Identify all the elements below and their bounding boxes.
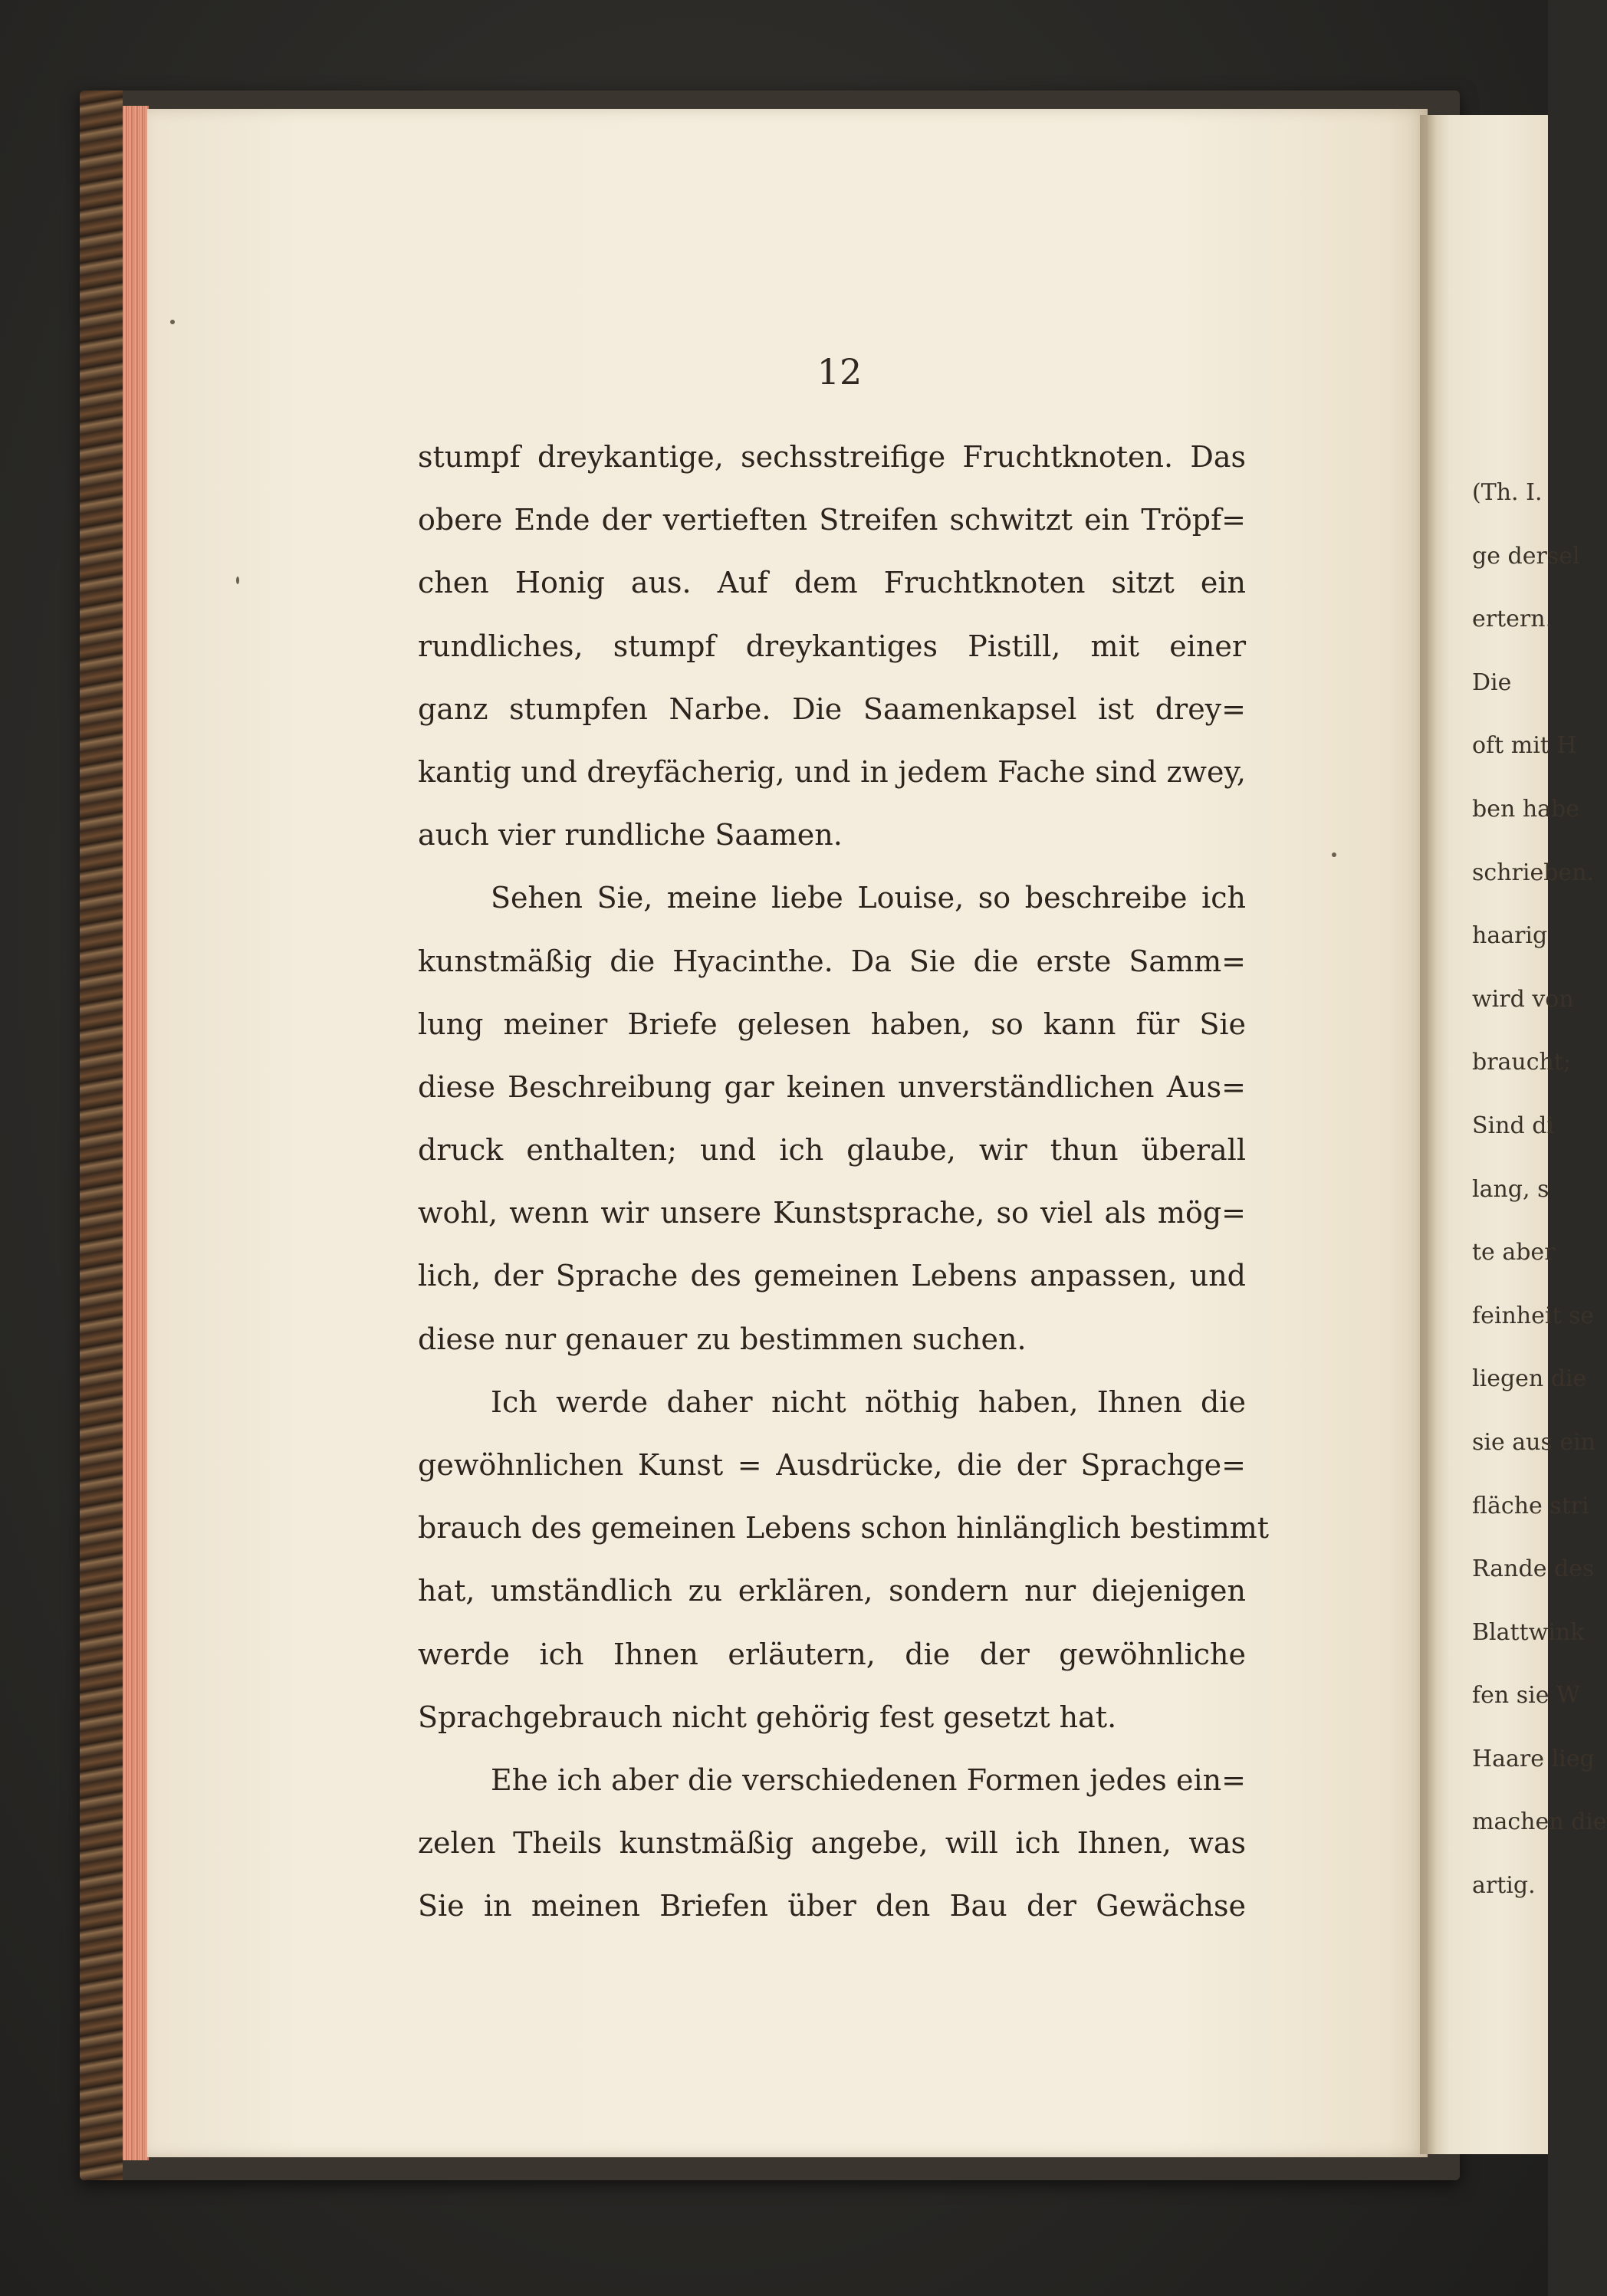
fragment-line: fen sie W <box>1472 1682 1580 1710</box>
gutter-shadow <box>1420 115 1437 2154</box>
fragment-line: wird von <box>1472 985 1574 1013</box>
fragment-line: ge dersel <box>1472 542 1580 570</box>
fragment-line: feinheit se <box>1472 1302 1595 1329</box>
paragraph-4 <box>418 1749 1246 1938</box>
fragment-line: lang, s <box>1472 1175 1549 1203</box>
fragment-line: schrieben. <box>1472 859 1595 886</box>
body-text <box>418 425 1270 1938</box>
text-line: gewöhnlichen Kunst = Ausdrücke, die der Sprachge= <box>418 1448 1246 1482</box>
fragment-line: oft mit H <box>1472 732 1577 760</box>
text-line: chen Honig aus. Auf dem Fruchtknoten sitzt ein <box>418 566 1246 600</box>
text-line: Sehen Sie, meine liebe Louise, so beschreibe ich <box>491 881 1246 915</box>
text-line: diese nur genauer zu bestimmen suchen. <box>418 1322 1027 1356</box>
text-line: rundliches, stumpf dreykantiges Pistill, mit einer <box>418 629 1246 663</box>
text-line: hat, umständlich zu erklären, sondern nur diejenigen <box>418 1574 1246 1608</box>
paper-speck <box>1332 852 1336 857</box>
text-line: kantig und dreyfächerig, und in jedem Fache sind zwey, <box>418 754 1246 789</box>
text-line: Sprachgebrauch nicht gehörig fest gesetzt hat. <box>418 1700 1117 1734</box>
fragment-line: Blattwink <box>1472 1618 1585 1646</box>
text-line: Ich werde daher nicht nöthig haben, Ihnen die <box>491 1384 1246 1419</box>
text-line: zelen Theils kunstmäßig angebe, will ich Ihnen, was <box>418 1826 1246 1861</box>
page-edges <box>123 106 149 2160</box>
text-line: obere Ende der vertieften Streifen schwitzt ein Tröpf= <box>418 503 1246 537</box>
text-line: kunstmäßig die Hyacinthe. Da Sie die erste Samm= <box>418 944 1246 978</box>
fragment-line: ben habe <box>1472 795 1579 823</box>
text-line: diese Beschreibung gar keinen unverständlichen Aus= <box>418 1069 1246 1104</box>
fragment-line: Sind di <box>1472 1112 1555 1139</box>
marbled-cover-edge <box>80 90 123 2180</box>
text-line: wohl, wenn wir unsere Kunstsprache, so viel als mög= <box>418 1196 1246 1230</box>
fragment-line: artig. <box>1472 1872 1536 1900</box>
fragment-line: Haare lieg <box>1472 1745 1595 1772</box>
fragment-line: braucht; <box>1472 1049 1572 1076</box>
text-line: lich, der Sprache des gemeinen Lebens anpassen, und <box>418 1259 1246 1293</box>
fragment-line: te aber <box>1472 1239 1556 1266</box>
fragment-line: sie aus ein <box>1472 1428 1596 1456</box>
text-line: Ehe ich aber die verschiedenen Formen jedes ein= <box>491 1762 1246 1797</box>
page-number: 12 <box>817 351 863 393</box>
paragraph-2 <box>418 866 1246 1371</box>
text-line: werde ich Ihnen erläutern, die der gewöhnliche <box>418 1637 1246 1671</box>
text-line: stumpf dreykantige, sechsstreifige Fruchtknoten. Das <box>418 440 1246 474</box>
fragment-line: fläche stri <box>1472 1492 1589 1519</box>
text-line: Sie in meinen Briefen über den Bau der Gewächse <box>418 1889 1246 1923</box>
fragment-line: haarig <box>1472 922 1548 950</box>
text-line: ganz stumpfen Narbe. Die Saamenkapsel ist drey= <box>418 691 1246 726</box>
text-line: brauch des gemeinen Lebens schon hinlänglich bestimmt <box>418 1511 1270 1545</box>
fragment-line: (Th. I. <box>1472 479 1543 506</box>
fragment-line: Die <box>1472 668 1512 696</box>
text-line: druck enthalten; und ich glaube, wir thun überall <box>418 1133 1246 1168</box>
paper-speck <box>170 320 175 324</box>
paragraph-3 <box>418 1371 1270 1749</box>
text-line: auch vier rundliche Saamen. <box>418 818 843 852</box>
fragment-line: Rande des <box>1472 1555 1595 1583</box>
paragraph-1 <box>418 425 1246 866</box>
fragment-line: ertern. <box>1472 606 1553 633</box>
paper-speck <box>236 576 239 584</box>
fragment-line: machen die <box>1472 1808 1607 1836</box>
fragment-line: liegen die <box>1472 1365 1587 1393</box>
next-page-text <box>1472 461 1607 1918</box>
text-line: lung meiner Briefe gelesen haben, so kann für Sie <box>418 1007 1246 1041</box>
